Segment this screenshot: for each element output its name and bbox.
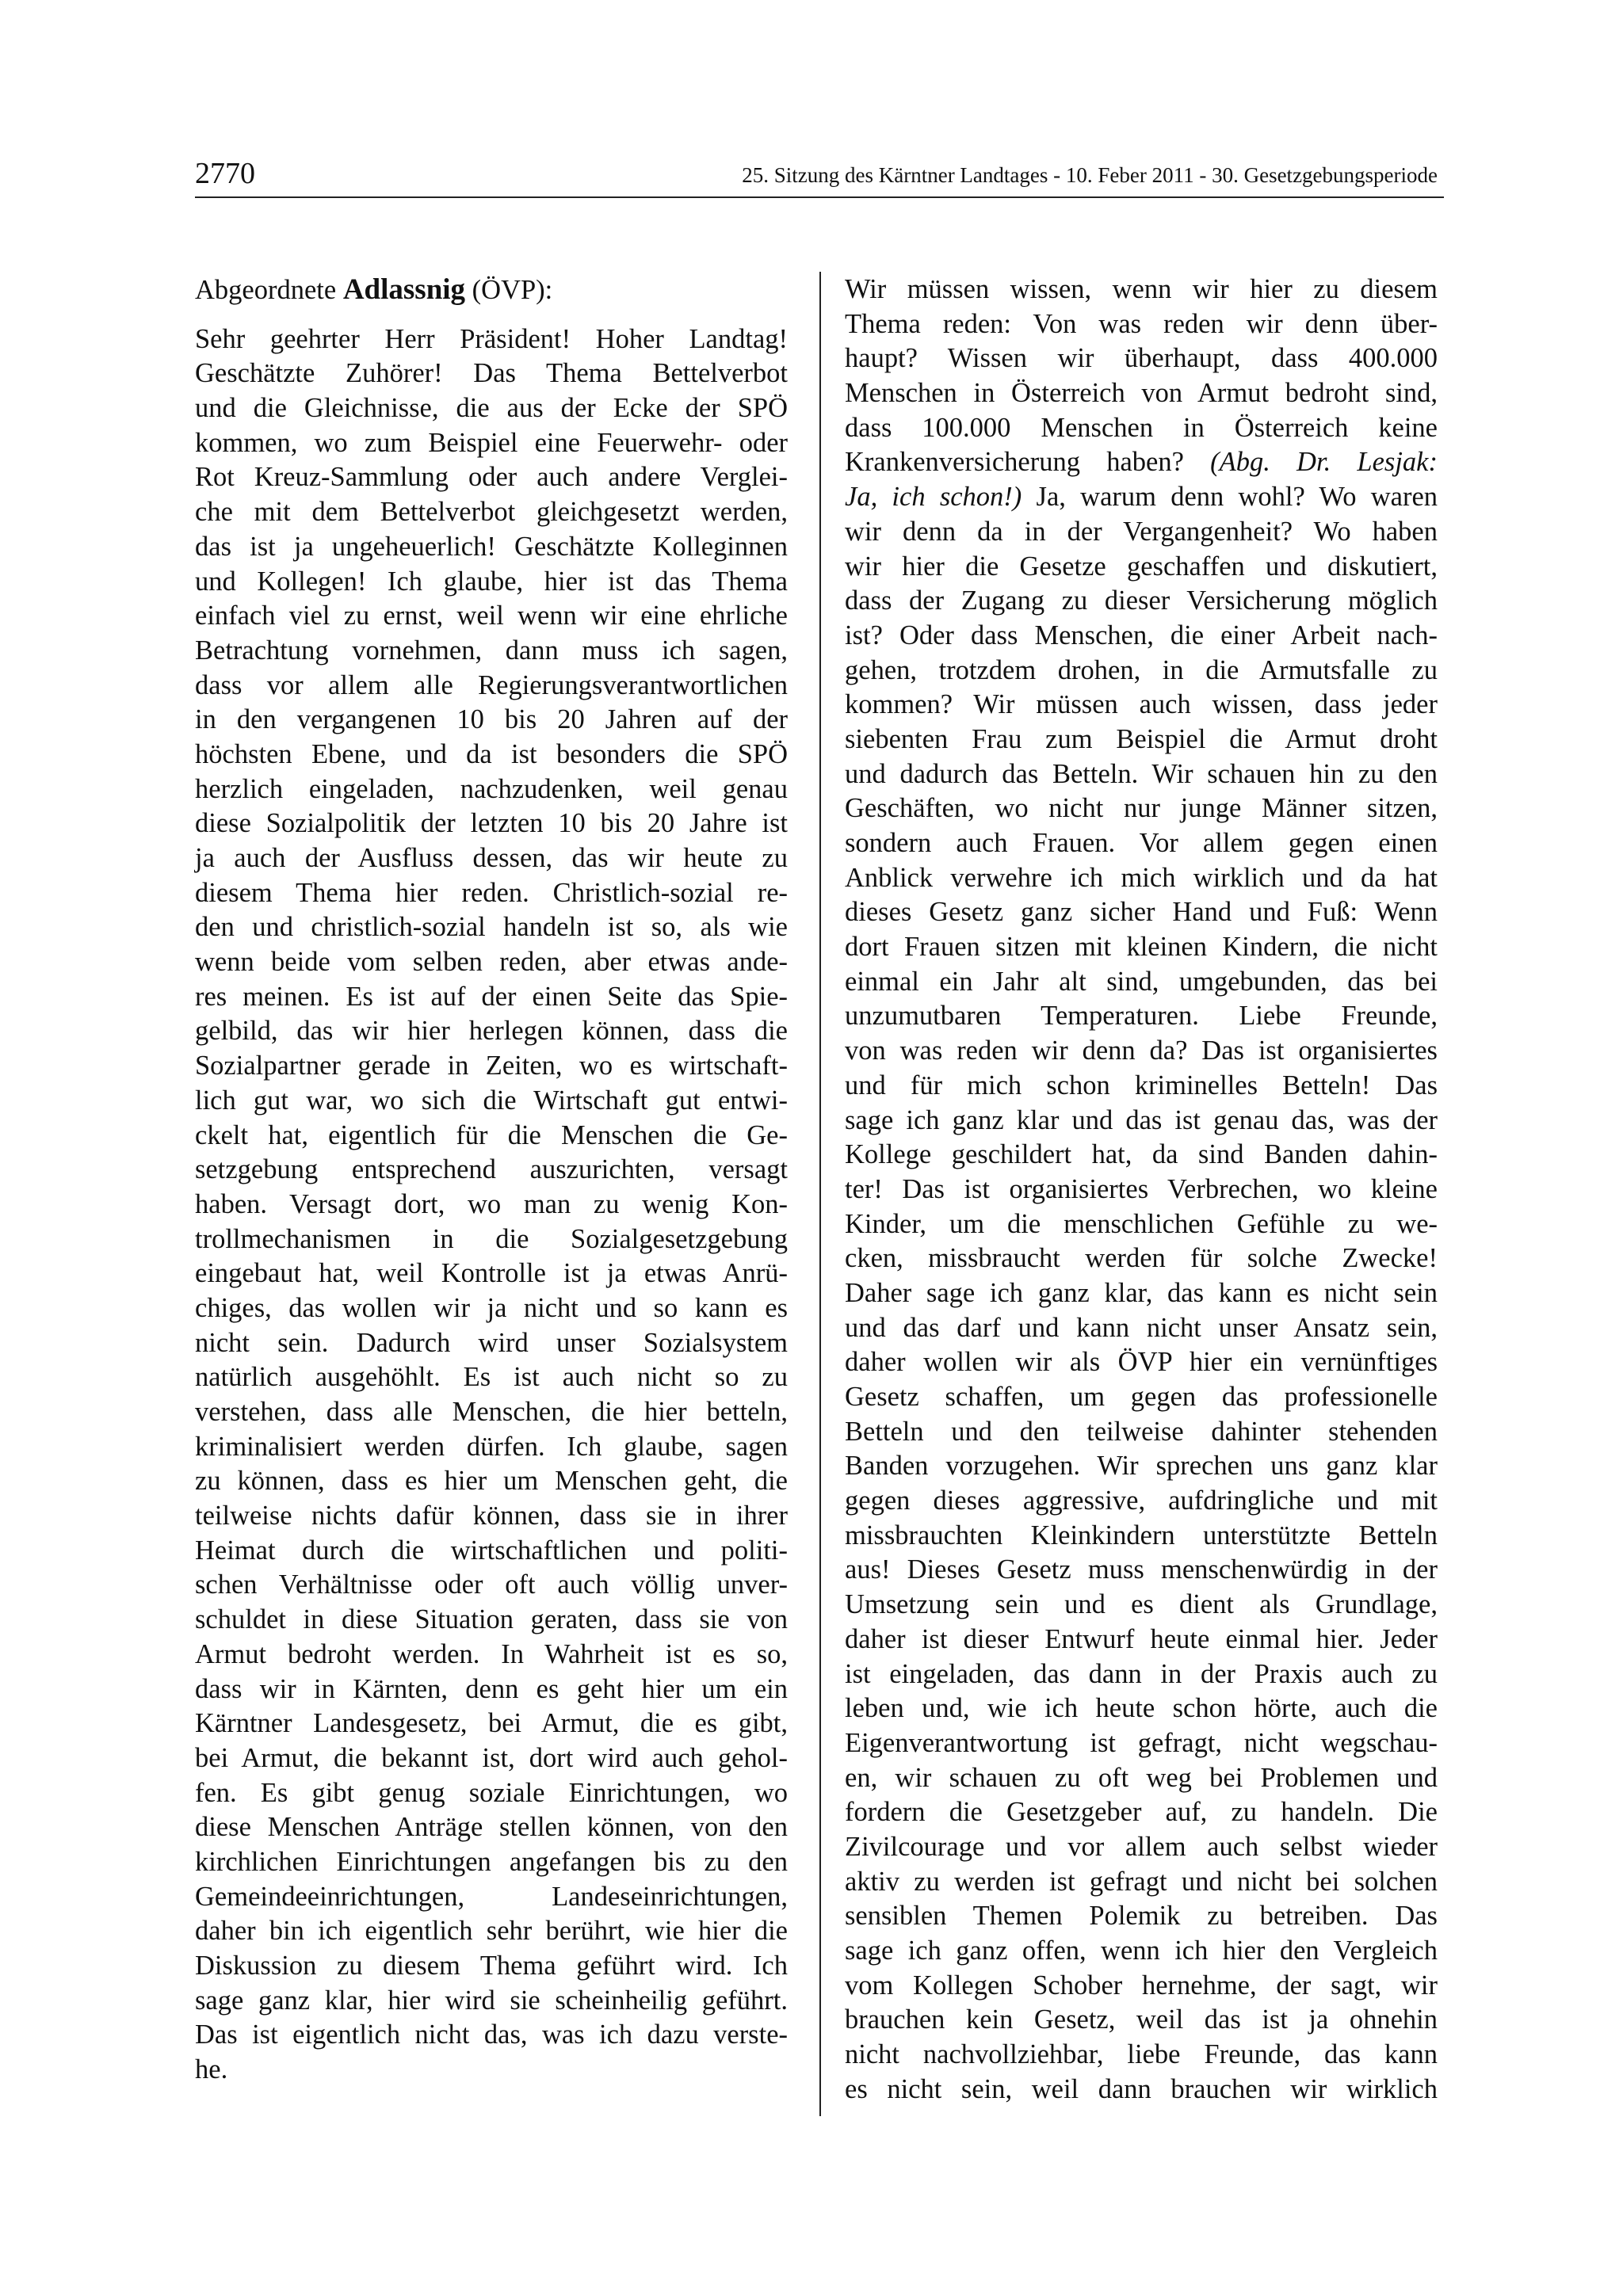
text-line: von was reden wir denn da? Das ist organisiertes <box>845 1035 1438 1066</box>
text-line: daher ist dieser Entwurf heute einmal hier. Jeder <box>845 1623 1438 1654</box>
text-line: leben und, wie ich heute schon hörte, auch die <box>845 1693 1438 1724</box>
running-title: 25. Sitzung des Kärntner Landtages - 10. Feber 2011 - 30. Gesetzgebungsperiode <box>742 163 1438 187</box>
text-line: es nicht sein, weil dann brauchen wir wirklich <box>845 2073 1438 2104</box>
text-line: Daher sage ich ganz klar, das kann es nicht sein <box>845 1277 1438 1308</box>
text-line: eingebaut hat, weil Kontrolle ist ja etwas Anrü- <box>195 1258 788 1289</box>
text-line: fen. Es gibt genug soziale Einrichtungen, wo <box>195 1777 788 1808</box>
text-line: siebenten Frau zum Beispiel die Armut droht <box>845 723 1438 754</box>
text-line: Diskussion zu diesem Thema geführt wird. Ich <box>195 1951 788 1981</box>
text-line: Armut bedroht werden. In Wahrheit ist es so, <box>195 1638 788 1669</box>
text-line: Thema reden: Von was reden wir denn über- <box>845 308 1438 339</box>
text-line: missbrauchten Kleinkindern unterstützte Betteln <box>845 1520 1438 1550</box>
text-line: brauchen kein Gesetz, weil das ist ja ohnehin <box>845 2004 1438 2035</box>
text-line: lich gut war, wo sich die Wirtschaft gut entwi- <box>195 1085 788 1116</box>
text-line: daher bin ich eigentlich sehr berührt, wie hier die <box>195 1916 788 1947</box>
text-line: ist? Oder dass Menschen, die einer Arbeit nach- <box>845 620 1438 650</box>
text-line: und dadurch das Betteln. Wir schauen hin zu den <box>845 758 1438 789</box>
text-line: nicht nachvollziehbar, liebe Freunde, das kann <box>845 2039 1438 2070</box>
page-number: 2770 <box>195 157 255 190</box>
column-divider <box>819 272 821 2116</box>
text-line: Sozialpartner gerade in Zeiten, wo es wirtschaft- <box>195 1051 788 1081</box>
text-line: und das darf und kann nicht unser Ansatz sein, <box>845 1312 1438 1343</box>
text-line: schuldet in diese Situation geraten, dass sie von <box>195 1604 788 1635</box>
text-line: dort Frauen sitzen mit kleinen Kindern, die nicht <box>845 932 1438 963</box>
text-line: wenn beide vom selben reden, aber etwas ande- <box>195 947 788 978</box>
right-column-text <box>845 515 1438 2107</box>
text-line: teilweise nichts dafür können, dass sie in ihrer <box>195 1501 788 1531</box>
text-line: und Kollegen! Ich glaube, hier ist das Thema <box>195 566 788 597</box>
text-line: wir hier die Gesetze geschaffen und diskutiert, <box>845 551 1438 582</box>
speaker-name: Adlassnig <box>342 273 466 306</box>
text-line: gehen, trotzdem drohen, in die Armutsfalle zu <box>845 654 1438 685</box>
text-line: Kinder, um die menschlichen Gefühle zu we- <box>845 1208 1438 1239</box>
text-line: und für mich schon kriminelles Betteln! Das <box>845 1070 1438 1100</box>
text-line: Zivilcourage und vor allem auch selbst wieder <box>845 1831 1438 1862</box>
text-line: einfach viel zu ernst, weil wenn wir eine ehrliche <box>195 601 788 631</box>
text-line: ist eingeladen, das dann in der Praxis auch zu <box>845 1658 1438 1689</box>
text-line: aktiv zu werden ist gefragt und nicht bei solchen <box>845 1866 1438 1897</box>
text-line: haupt? Wissen wir überhaupt, dass 400.000 <box>845 343 1438 374</box>
text-line: sondern auch Frauen. Vor allem gegen einen <box>845 828 1438 858</box>
text-line: en, wir schauen zu oft weg bei Problemen und <box>845 1762 1438 1793</box>
text-line: diese Sozialpolitik der letzten 10 bis 20 Jahre ist <box>195 808 788 839</box>
text-line: herzlich eingeladen, nachzudenken, weil genau <box>195 773 788 804</box>
text-line: dass vor allem alle Regierungsverantwortlichen <box>195 669 788 700</box>
text-line: kommen? Wir müssen auch wissen, dass jeder <box>845 689 1438 720</box>
text-line: sage ganz klar, hier wird sie scheinheilig geführt. <box>195 1985 788 2016</box>
text-line: Betteln und den teilweise dahinter stehenden <box>845 1416 1438 1447</box>
text-line: einmal ein Jahr alt sind, umgebunden, das bei <box>845 966 1438 997</box>
text-line: wir denn da in der Vergangenheit? Wo haben <box>845 516 1438 547</box>
right-column <box>845 273 1438 2107</box>
speaker-party: (ÖVP): <box>472 275 553 305</box>
text-line: dass wir in Kärnten, denn es geht hier um ein <box>195 1673 788 1704</box>
text-line: Anblick verwehre ich mich wirklich und da hat <box>845 862 1438 893</box>
text-line: natürlich ausgehöhlt. Es ist auch nicht so zu <box>195 1362 788 1393</box>
text-line: Menschen in Österreich von Armut bedroht sind, <box>845 378 1438 409</box>
text-line: Heimat durch die wirtschaftlichen und politi- <box>195 1535 788 1566</box>
text-line: kommen, wo zum Beispiel eine Feuerwehr- oder <box>195 427 788 458</box>
speaker-prefix: Abgeordnete <box>195 275 337 305</box>
text-line: gegen dieses aggressive, aufdringliche und mit <box>845 1486 1438 1516</box>
text-line: gelbild, das wir hier herlegen können, dass die <box>195 1016 788 1047</box>
speaker-heading <box>195 273 788 308</box>
text-line: Das ist eigentlich nicht das, was ich dazu verste- <box>195 2019 788 2050</box>
text-line: ja auch der Ausfluss dessen, das wir heute zu <box>195 843 788 874</box>
left-column <box>195 273 788 2088</box>
text-line: Sehr geehrter Herr Präsident! Hoher Landtag! <box>195 323 788 354</box>
interjection: (Abg. Dr. Lesjak: <box>1210 447 1438 478</box>
text-fragment: Ja, warum denn wohl? Wo waren <box>1036 482 1438 513</box>
text-line: trollmechanismen in die Sozialgesetzgebung <box>195 1223 788 1254</box>
text-line: das ist ja ungeheuerlich! Geschätzte Kolleginnen <box>195 531 788 562</box>
text-line: den und christlich-sozial handeln ist so, als wie <box>195 912 788 943</box>
text-line: kirchlichen Einrichtungen angefangen bis zu den <box>195 1846 788 1877</box>
left-column-text <box>195 322 788 2088</box>
text-line: verstehen, dass alle Menschen, die hier betteln, <box>195 1397 788 1428</box>
text-line: chiges, das wollen wir ja nicht und so kann es <box>195 1292 788 1323</box>
text-line: sensiblen Themen Polemik zu betreiben. Das <box>845 1901 1438 1932</box>
text-line: diese Menschen Anträge stellen können, von den <box>195 1812 788 1843</box>
text-line: Umsetzung sein und es dient als Grundlage, <box>845 1589 1438 1620</box>
text-line: dieses Gesetz ganz sicher Hand und Fuß: Wenn <box>845 897 1438 928</box>
text-line: unzumutbaren Temperaturen. Liebe Freunde, <box>845 1001 1438 1032</box>
text-line: he. <box>195 2054 228 2085</box>
text-line: Gesetz schaffen, um gegen das professionelle <box>845 1382 1438 1412</box>
text-line: res meinen. Es ist auf der einen Seite das Spie- <box>195 981 788 1012</box>
text-line: kriminalisiert werden dürfen. Ich glaube, sagen <box>195 1431 788 1462</box>
text-line: setzgebung entsprechend auszurichten, versagt <box>195 1154 788 1185</box>
text-line: Rot Kreuz-Sammlung oder auch andere Verglei- <box>195 462 788 493</box>
text-line: Gemeindeeinrichtungen, Landeseinrichtungen, <box>195 1881 788 1912</box>
text-line: Kärntner Landesgesetz, bei Armut, die es gibt, <box>195 1708 788 1739</box>
text-line: haben. Versagt dort, wo man zu wenig Kon- <box>195 1188 788 1219</box>
text-line: nicht sein. Dadurch wird unser Sozialsystem <box>195 1327 788 1358</box>
text-line: höchsten Ebene, und da ist besonders die SPÖ <box>195 738 788 769</box>
text-line: bei Armut, die bekannt ist, dort wird auch gehol- <box>195 1742 788 1773</box>
text-line: ter! Das ist organisiertes Verbrechen, wo kleine <box>845 1173 1438 1204</box>
text-line: sage ich ganz offen, wenn ich hier den Vergleich <box>845 1936 1438 1966</box>
text-line: Geschätzte Zuhörer! Das Thema Bettelverbot <box>195 358 788 389</box>
text-fragment: Krankenversicherung haben? <box>845 447 1184 478</box>
text-line: daher wollen wir als ÖVP hier ein vernünftiges <box>845 1347 1438 1378</box>
text-line: zu können, dass es hier um Menschen geht, die <box>195 1466 788 1497</box>
text-line: Wir müssen wissen, wenn wir hier zu diesem <box>845 274 1438 304</box>
text-line-with-interjection <box>845 480 1438 515</box>
text-line: diesem Thema hier reden. Christlich-sozial re- <box>195 877 788 908</box>
text-line: aus! Dieses Gesetz muss menschenwürdig in der <box>845 1554 1438 1585</box>
text-line: Kollege geschildert hat, da sind Banden dahin- <box>845 1139 1438 1170</box>
text-line: che mit dem Bettelverbot gleichgesetzt werden, <box>195 497 788 528</box>
text-line: in den vergangenen 10 bis 20 Jahren auf der <box>195 704 788 735</box>
text-line-with-interjection <box>845 445 1438 480</box>
text-line: Betrachtung vornehmen, dann muss ich sagen, <box>195 635 788 666</box>
text-line: ckelt hat, eigentlich für die Menschen die Ge- <box>195 1119 788 1150</box>
text-line: vom Kollegen Schober hernehme, der sagt, wir <box>845 1970 1438 2000</box>
text-line: Eigenverantwortung ist gefragt, nicht wegschau- <box>845 1727 1438 1758</box>
text-line: dass der Zugang zu dieser Versicherung möglich <box>845 585 1438 616</box>
text-line: und die Gleichnisse, die aus der Ecke der SPÖ <box>195 393 788 424</box>
text-line: fordern die Gesetzgeber auf, zu handeln. Die <box>845 1797 1438 1828</box>
interjection: Ja, ich schon!) <box>845 482 1022 513</box>
text-line: schen Verhältnisse oder oft auch völlig unver- <box>195 1569 788 1600</box>
text-line: cken, missbraucht werden für solche Zwecke! <box>845 1243 1438 1274</box>
text-line: sage ich ganz klar und das ist genau das, was der <box>845 1104 1438 1135</box>
text-line: Geschäften, wo nicht nur junge Männer sitzen, <box>845 793 1438 824</box>
text-line: dass 100.000 Menschen in Österreich keine <box>845 412 1438 443</box>
text-line: Banden vorzugehen. Wir sprechen uns ganz klar <box>845 1451 1438 1482</box>
page-header <box>195 157 1444 198</box>
